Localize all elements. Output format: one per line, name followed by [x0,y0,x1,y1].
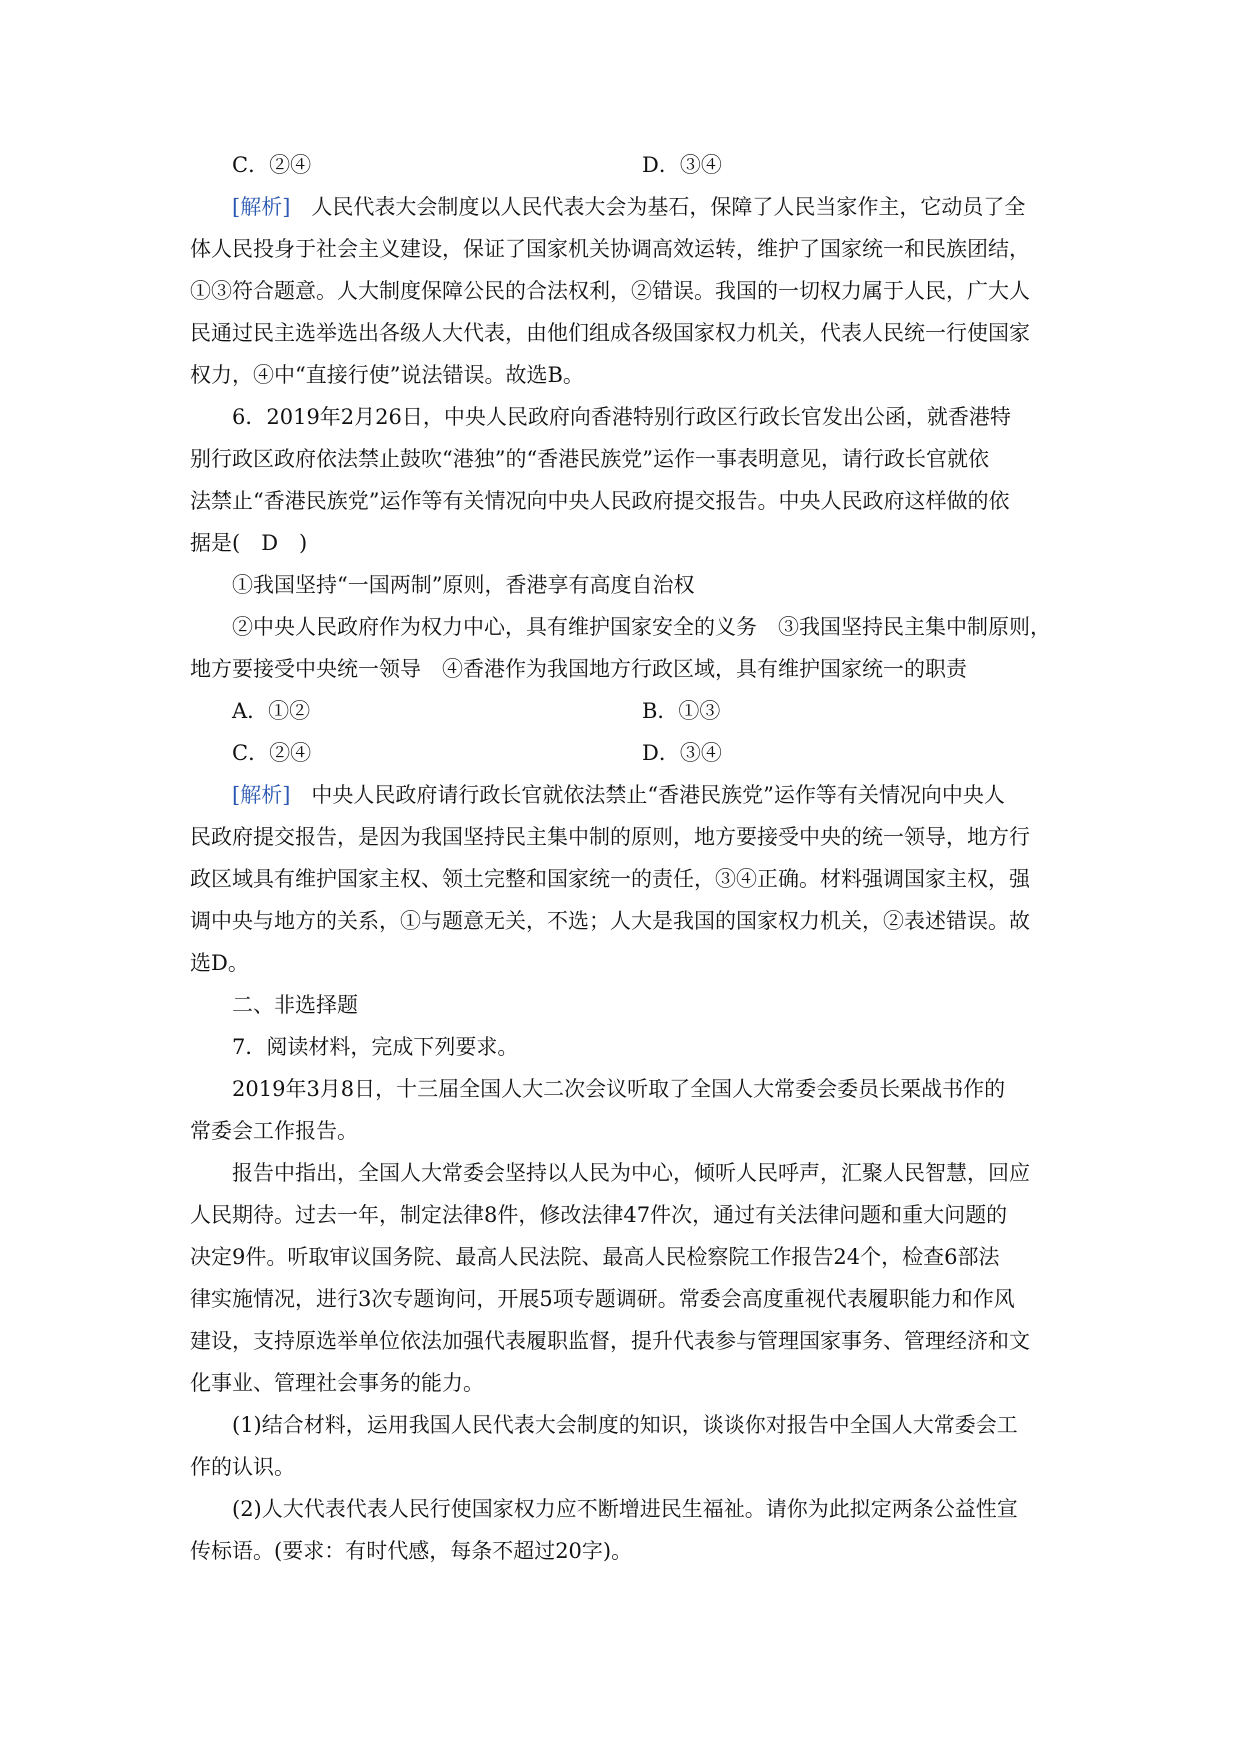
option-d: D．③④ [642,153,722,177]
analysis-tag: [解析] [232,195,291,219]
options-row [190,690,1065,732]
options-row [190,732,1065,774]
sub-question-line: (2)人大代表代表人民行使国家权力应不断增进民生福祉。请你为此拟定两条公益性宣 [232,1497,1018,1521]
material-line: 决定9件。听取审议国务院、最高人民法院、最高人民检察院工作报告24个，检查6部法 [190,1245,1000,1269]
material-line: 常委会工作报告。 [190,1119,358,1143]
analysis-line: 选D。 [190,951,249,975]
analysis-line: 调中央与地方的关系，①与题意无关，不选；人大是我国的国家权力机关，②表述错误。故 [190,909,1030,933]
material-line: 化事业、管理社会事务的能力。 [190,1371,484,1395]
material-line: 人民期待。过去一年，制定法律8件，修改法律47件次，通过有关法律问题和重大问题的 [190,1203,1008,1227]
question-stem-line: 法禁止“香港民族党”运作等有关情况向中央人民政府提交报告。中央人民政府这样做的依 [190,489,1010,513]
options-row [190,144,1065,186]
sub-question-line: 传标语。(要求：有时代感，每条不超过20字)。 [190,1539,633,1563]
question-intro: 7．阅读材料，完成下列要求。 [232,1035,519,1059]
analysis-line: 民政府提交报告，是因为我国坚持民主集中制的原则，地方要接受中央的统一领导，地方行 [190,825,1030,849]
sub-question-line: 作的认识。 [190,1455,295,1479]
sub-question-line: (1)结合材料，运用我国人民代表大会制度的知识，谈谈你对报告中全国人大常委会工 [232,1413,1018,1437]
statement-line: ②中央人民政府作为权力中心，具有维护国家安全的义务 ③我国坚持民主集中制原则， [232,615,1051,639]
analysis-line: [解析] 人民代表大会制度以人民代表大会为基石，保障了人民当家作主，它动员了全 [232,195,1026,219]
material-line: 2019年3月8日，十三届全国人大二次会议听取了全国人大常委会委员长栗战书作的 [232,1077,1006,1101]
analysis-line: 民通过民主选举选出各级人大代表，由他们组成各级国家权力机关，代表人民统一行使国家 [190,321,1030,345]
analysis-line: ①③符合题意。人大制度保障公民的合法权利，②错误。我国的一切权力属于人民，广大人 [190,279,1030,303]
material-line: 律实施情况，进行3次专题询问，开展5项专题调研。常委会高度重视代表履职能力和作风 [190,1287,1015,1311]
analysis-line: 权力，④中“直接行使”说法错误。故选B。 [190,363,584,387]
material-line: 报告中指出，全国人大常委会坚持以人民为中心，倾听人民呼声，汇聚人民智慧，回应 [232,1161,1030,1185]
question-stem-line: 据是( D ) [190,531,308,555]
analysis-line: 体人民投身于社会主义建设，保证了国家机关协调高效运转，维护了国家统一和民族团结， [190,237,1030,261]
material-line: 建设，支持原选举单位依法加强代表履职监督，提升代表参与管理国家事务、管理经济和文 [190,1329,1030,1353]
question-stem-line: 6．2019年2月26日，中央人民政府向香港特别行政区行政长官发出公函，就香港特 [232,405,1011,429]
option-b: B．①③ [642,699,721,723]
option-a: A．①② [232,699,311,723]
statement-line: ①我国坚持“一国两制”原则，香港享有高度自治权 [232,573,695,597]
analysis-tag: [解析] [232,783,291,807]
analysis-line: 政区域具有维护国家主权、领土完整和国家统一的责任，③④正确。材料强调国家主权，强 [190,867,1030,891]
option-d: D．③④ [642,741,722,765]
analysis-line: [解析] 中央人民政府请行政长官就依法禁止“香港民族党”运作等有关情况向中央人 [232,783,1005,807]
statement-line: 地方要接受中央统一领导 ④香港作为我国地方行政区域，具有维护国家统一的职责 [190,657,967,681]
option-c: C．②④ [232,153,312,177]
option-c: C．②④ [232,741,312,765]
section-heading: 二、非选择题 [232,993,358,1017]
question-stem-line: 别行政区政府依法禁止鼓吹“港独”的“香港民族党”运作一事表明意见，请行政长官就依 [190,447,989,471]
